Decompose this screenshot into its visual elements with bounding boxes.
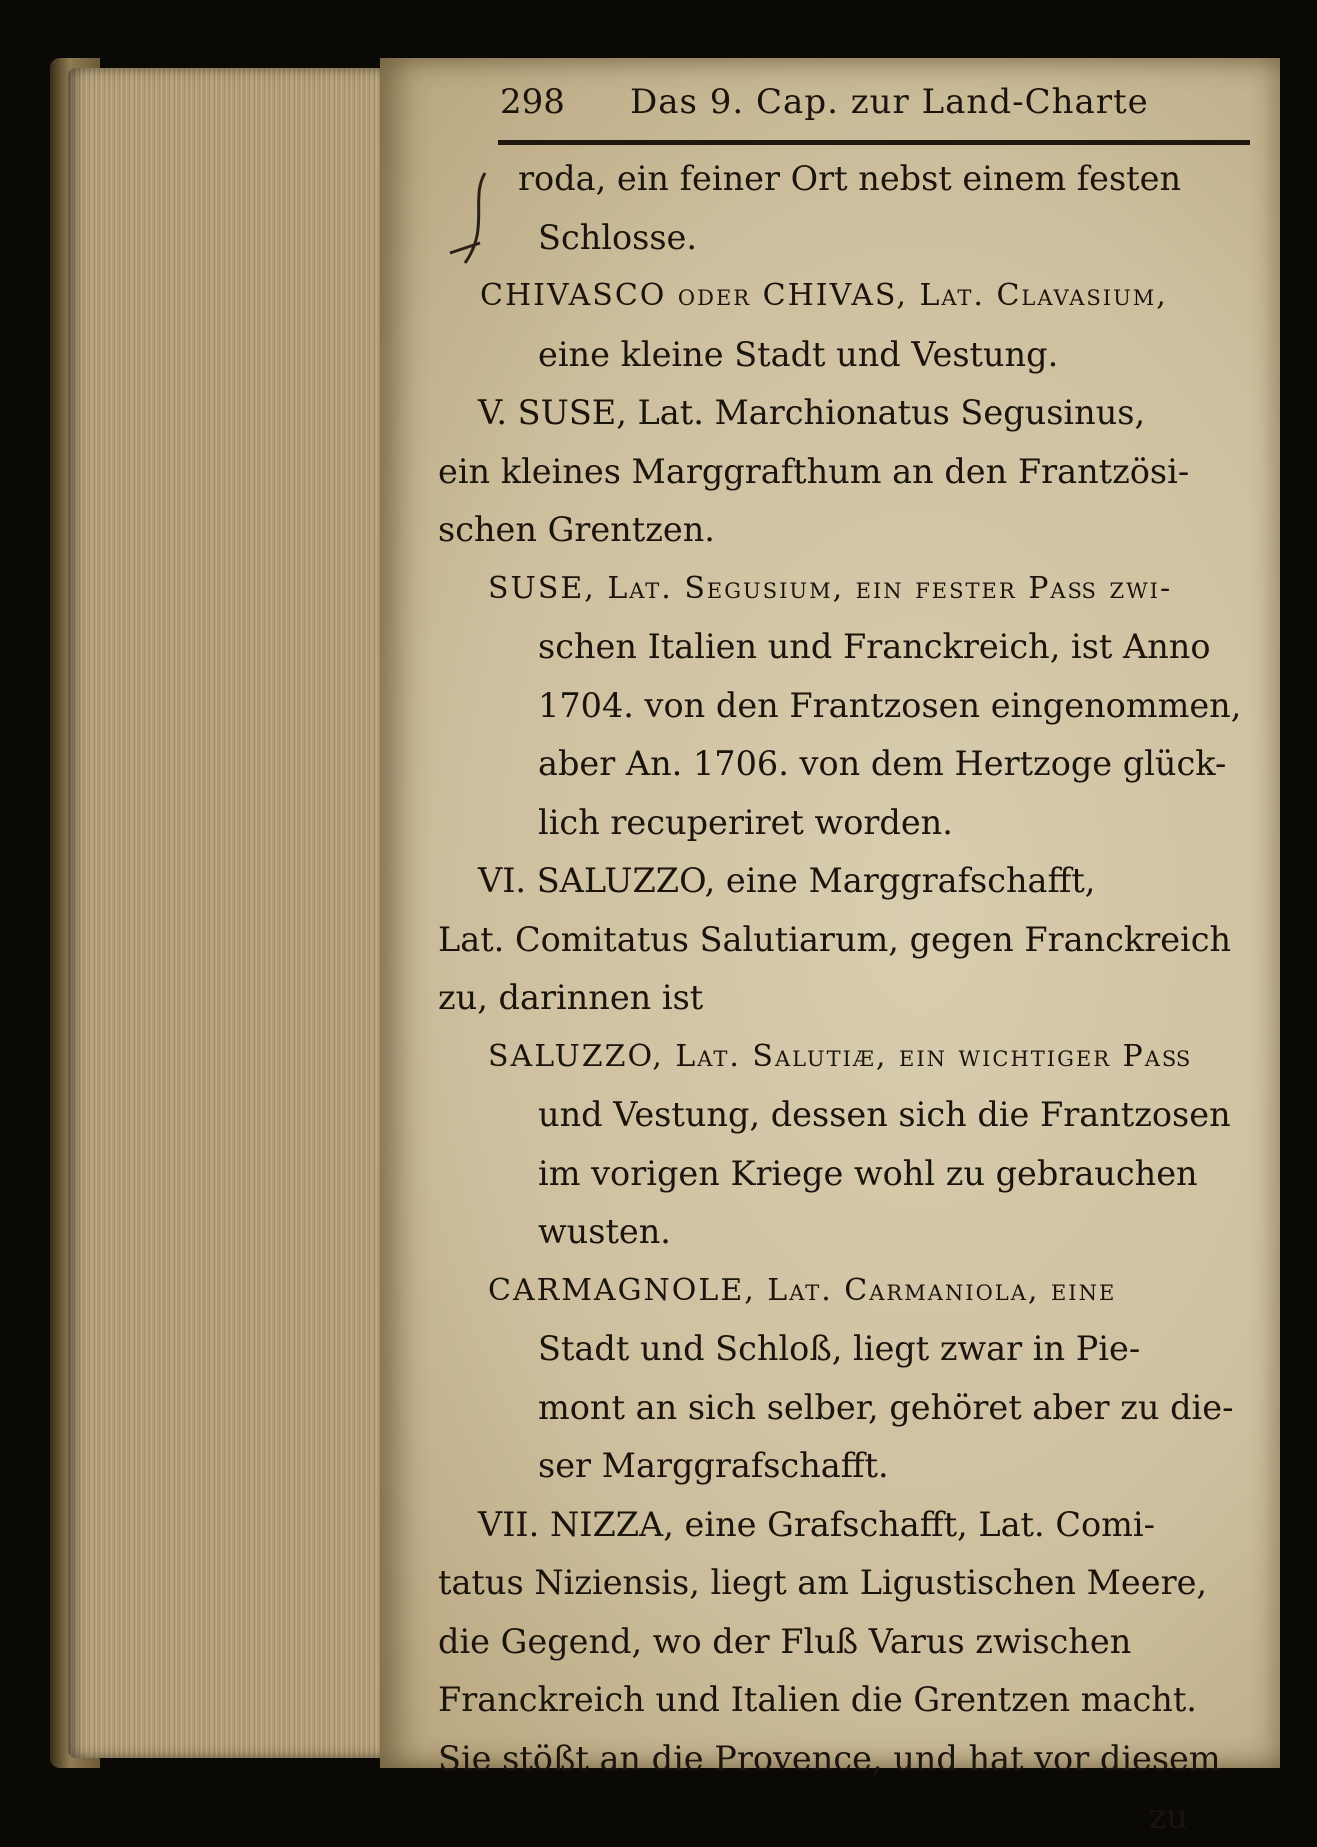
section-heading: VII. NIZZA, eine Grafschafft, Lat. Comi- [478,1504,1155,1544]
text-line: Franckreich und Italien die Grentzen macht. [438,1680,1197,1719]
text-line: Lat. Comitatus Salutiarum, gegen Franckreich [438,919,1232,959]
text-line: schen Italien und Franckreich, ist Anno [538,627,1211,666]
catchword: zu [1148,1797,1188,1836]
page-number: 298 [500,82,565,122]
text-line: roda, ein feiner Ort nebst einem festen [518,159,1182,198]
text-line: wusten. [538,1212,671,1251]
text-line: lich recuperiret worden. [538,802,953,842]
book-page [380,58,1280,1836]
text-line: eine kleine Stadt und Vestung. [538,334,1059,374]
text-line: Schlosse. [538,217,698,257]
text-line: Sie stößt an die Provence, und hat vor diesem [438,1738,1221,1778]
text-line: tatus Niziensis, liegt am Ligustischen Meere, [438,1563,1208,1602]
text-line: ser Marggrafschafft. [538,1446,889,1485]
text-line: und Vestung, dessen sich die Frantzosen [538,1095,1231,1134]
text-line: CARMAGNOLE, Lat. Carmaniola, eine [488,1272,1117,1308]
header-rule [498,140,1250,145]
text-line: aber An. 1706. von dem Hertzoge glück- [538,744,1227,783]
text-line: 1704. von den Frantzosen eingenommen, [538,685,1242,725]
text-line: schen Grentzen. [438,510,715,549]
text-line: die Gegend, wo der Fluß Varus zwischen [438,1621,1132,1661]
text-line: SALUZZO, Lat. Salutiæ, ein wichtiger Paß [488,1038,1193,1074]
open-book [50,58,1290,1836]
text-line: Stadt und Schloß, liegt zwar in Pie- [538,1329,1141,1368]
section-heading: V. SUSE, Lat. Marchionatus Segusinus, [478,393,1146,432]
body-text [438,150,1242,1847]
section-heading: VI. SALUZZO, eine Marggrafschafft, [478,861,1096,900]
text-line: SUSE, Lat. Segusium, ein fester Paß zwi- [488,570,1173,606]
text-line: zu, darinnen ist [438,978,704,1017]
running-title: Das 9. Cap. zur Land-Charte [630,82,1149,122]
text-line: CHIVASCO oder CHIVAS, Lat. Clavasium, [480,278,1168,313]
text-line: ein kleines Marggrafthum an den Frantzösi- [438,451,1190,491]
page-header [500,76,1250,136]
text-line: mont an sich selber, gehöret aber zu die- [538,1387,1234,1427]
text-line: im vorigen Kriege wohl zu gebrauchen [538,1153,1198,1193]
